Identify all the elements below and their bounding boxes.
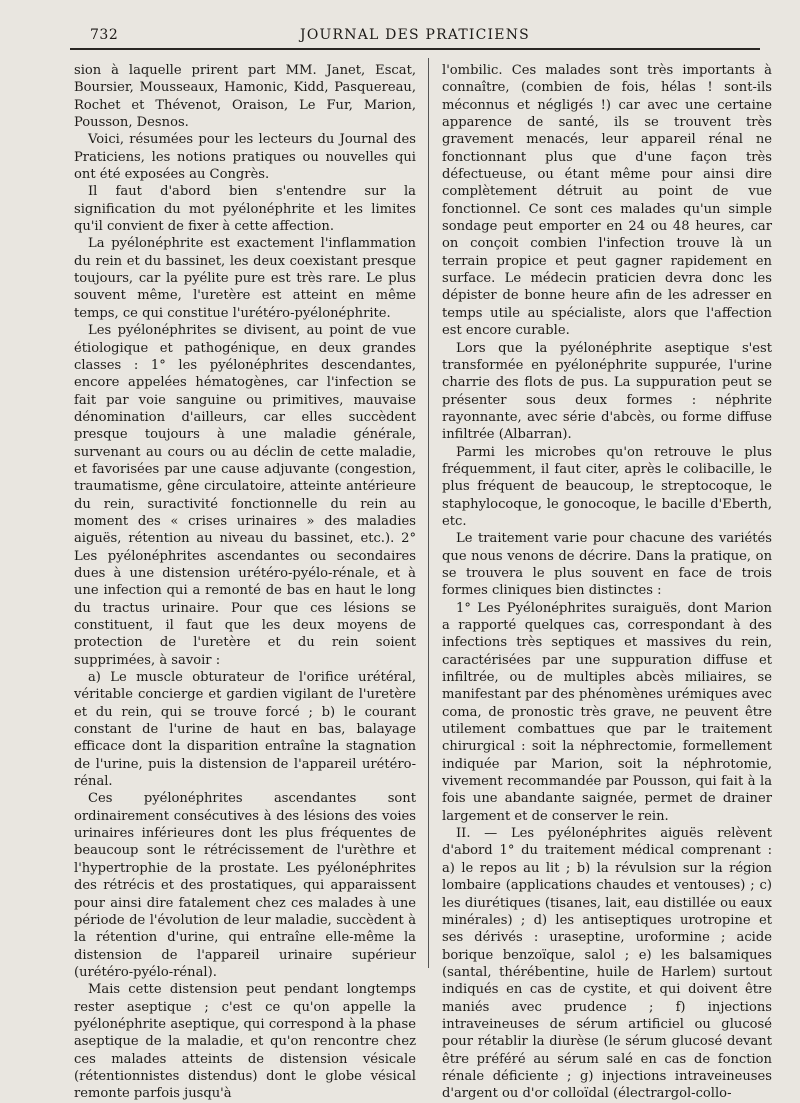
paragraph: Ces pyélonéphrites ascendantes sont ordinairement consécutives à des lésions des voies urinaires inférieures dont les plus fréquentes de beaucoup sont le rétrécissement de l'urèthre et l'hypertrophie de la prostate. Les pyélonéphrites des rétrécis et des prostatiques, qui apparaissent pour ainsi dire fatalement chez ces malades à une période de l'évolution de leur maladie, succèdent à la rétention d'urine, qui entraîne elle-même la distension de l'appareil urinaire supérieur (urétéro-pyélo-rénal). xyxy=(74,791,416,980)
column-divider xyxy=(428,58,429,968)
paragraph: Parmi les microbes qu'on retrouve le plus fréquemment, il faut citer, après le colibacille, le plus fréquent de beaucoup, le streptocoque, le staphylocoque, le gonocoque, le bacille d'Eberth, etc. xyxy=(442,444,772,529)
paragraph: Le traitement varie pour chacune des variétés que nous venons de décrire. Dans la pratique, on se trouvera le plus souvent en face de trois formes cliniques bien distinctes : xyxy=(442,531,772,599)
page-number: 732 xyxy=(90,27,119,43)
right-column xyxy=(442,62,772,1102)
paragraph: Les pyélonéphrites se divisent, au point de vue étiologique et pathogénique, en deux grandes classes : 1° les pyélonéphrites descendantes, encore appelées hématogènes, car l'infection se fait par voie sanguine ou primitives, mauvaise dénomination d'ailleurs, car elles succèdent presque toujours à une maladie générale, survenant au cours ou au déclin de cette maladie, et favorisées par une cause adjuvante (congestion, traumatisme, gêne circulatoire, atteinte antérieure du rein, suractivité fonctionnelle du rein au moment des « crises urinaires » des maladies aiguës, rétention au niveau du bassinet, etc.). 2° Les pyélonéphrites ascendantes ou secondaires dues à une distension urétéro-pyélo-rénale, et à une infection qui a remonté de bas en haut le long du tractus urinaire. Pour que ces lésions se constituent, il faut que les deux moyens de protection de l'uretère et du rein soient supprimées, à savoir : xyxy=(74,323,416,668)
paragraph: a) Le muscle obturateur de l'orifice urétéral, véritable concierge et gardien vigilant de l'uretère et du rein, qui se trouve forcé ; b) le courant constant de l'urine de haut en bas, balayage efficace dont la disparition entraîne la stagnation de l'urine, puis la distension de l'appareil urétéro-rénal. xyxy=(74,670,416,790)
paragraph: La pyélonéphrite est exactement l'inflammation du rein et du bassinet, les deux coexistant presque toujours, car la pyélite pure est très rare. Le plus souvent même, l'uretère est atteint en même temps, ce qui constitue l'urétéro-pyélonéphrite. xyxy=(74,236,416,321)
paragraph: Il faut d'abord bien s'entendre sur la signification du mot pyélonéphrite et les limites qu'il convient de fixer à cette affection. xyxy=(74,184,416,235)
paragraph: Lors que la pyélonéphrite aseptique s'est transformée en pyélonéphrite suppurée, l'urine charrie des flots de pus. La suppuration peut se présenter sous deux formes : néphrite rayonnante, avec série d'abcès, ou forme diffuse infiltrée (Albarran). xyxy=(442,340,772,443)
page-header xyxy=(70,26,760,50)
paragraph: Mais cette distension peut pendant longtemps rester aseptique ; c'est ce qu'on appelle la pyélonéphrite aseptique, qui correspond à la phase aseptique de la maladie, et qu'on rencontre chez ces malades atteints de distension vésicale (rétentionnistes distendus) dont le globe vésical remonte parfois jusqu'à xyxy=(74,982,416,1102)
paragraph: l'ombilic. Ces malades sont très importants à connaître, (combien de fois, hélas ! sont-ils méconnus et négligés !) car avec une certaine apparence de santé, ils se trouvent très gravement menacés, leur appareil rénal ne fonctionnant plus que d'une façon très défectueuse, ou étant même pour ainsi dire complètement détruit au point de vue fonctionnel. Ce sont ces malades qu'un simple sondage peut emporter en 24 ou 48 heures, car on conçoit combien l'infection trouve là un terrain propice et peut gagner rapidement en surface. Le médecin praticien devra donc les dépister de bonne heure afin de les adresser en temps utile au spécialiste, alors que l'affection est encore curable. xyxy=(442,63,772,339)
paragraph: II. — Les pyélonéphrites aiguës relèvent d'abord 1° du traitement médical comprenant : a) le repos au lit ; b) la révulsion sur la région lombaire (applications chaudes et ventouses) ; c) les diurétiques (tisanes, lait, eau distillée ou eaux minérales) ; d) les antiseptiques urotropine et ses dérivés : uraseptine, uroformine ; acide borique benzoïque, salol ; e) les balsamiques (santal, thérébentine, huile de Harlem) surtout indiqués en cas de cystite, et qui doivent être maniés avec prudence ; f) injections intraveineuses de sérum artificiel ou glucosé pour rétablir la diurèse (le sérum glucosé devant être préféré au sérum salé en cas de fonction rénale déficiente ; g) injections intraveineuses d'argent ou d'or colloïdal (électrargol-collo- xyxy=(442,826,772,1102)
paragraph: sion à laquelle prirent part MM. Janet, Escat, Boursier, Mousseaux, Hamonic, Kidd, Pasquereau, Rochet et Thévenot, Oraison, Le Fur, Marion, Pousson, Desnos. xyxy=(74,63,416,131)
paragraph: Voici, résumées pour les lecteurs du Journal des Praticiens, les notions pratiques ou nouvelles qui ont été exposées au Congrès. xyxy=(74,132,416,183)
left-column xyxy=(74,62,416,1102)
journal-title: JOURNAL DES PRATICIENS xyxy=(300,27,530,43)
paragraph: 1° Les Pyélonéphrites suraiguës, dont Marion a rapporté quelques cas, correspondant à des infections très septiques et massives du rein, caractérisées par une suppuration diffuse et infiltrée, ou de multiples abcès miliaires, se manifestant par des phénomènes urémiques avec coma, de pronostic très grave, ne peuvent être utilement combattues que par le traitement chirurgical : soit la néphrectomie, formellement indiquée par Marion, soit la néphrotomie, vivement recommandée par Pousson, qui fait à la fois une abandante saignée, permet de drainer largement et de conserver le rein. xyxy=(442,600,772,824)
